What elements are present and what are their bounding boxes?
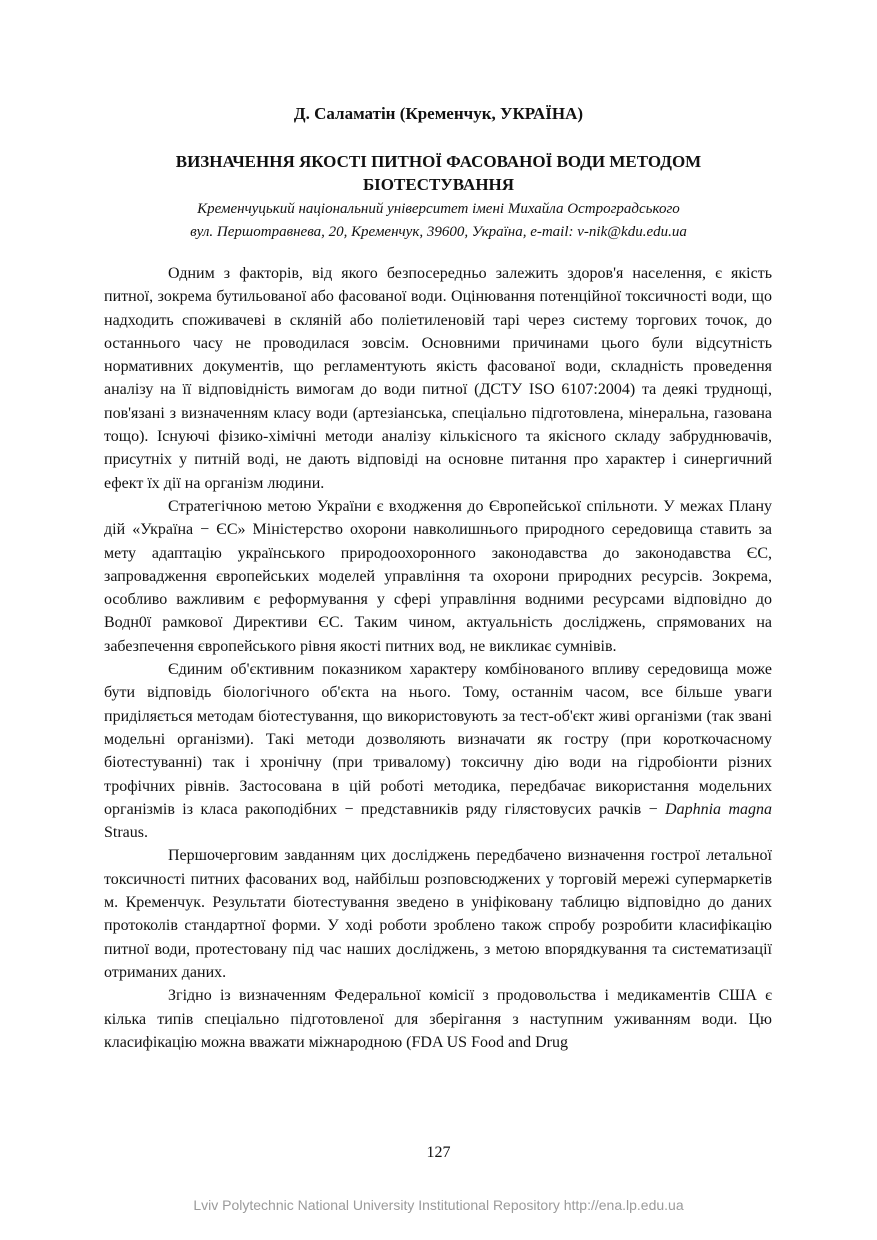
paper-title bbox=[140, 150, 737, 196]
body-paragraph-3-text: Єдиним об'єктивним показником характеру комбінованого впливу середовища може бути відповідь біологічного об'єкта на нього. Тому, останнім часом, все більше уваги приділяється методам біотестування, що використовують за тест-об'єкт живі організми (так звані модельні організми). Такі методи дозволяють визначати як гостру (при короткочасному біотестуванні) так і хронічну (при тривалому) токсичну дію води на гідробіонти різних трофічних рівнів. Застосована в цій роботі методика, передбачає використання модельних організмів із класа ракоподібних − представників ряду гілястовусих рачків − bbox=[104, 661, 772, 818]
body-paragraph-2: Стратегічною метою України є входження до Європейської спільноти. У межах Плану дій «Україна − ЄС» Міністерство охорони навколишнього природного середовища ставить за мету адаптацію українського природоохоронного законодавства до законодавства ЄС, запровадження європейських моделей управління та охорони природних ресурсів. Зокрема, особливо важливим є реформування у сфері управління водними ресурсами відповідно до Водн0ї рамкової Директиви ЄС. Таким чином, актуальність досліджень, спрямованих на забезпечення європейського рівня якості питних вод, не викликає сумнівів. bbox=[104, 497, 772, 655]
paper-title-line-1: ВИЗНАЧЕННЯ ЯКОСТІ ПИТНОЇ ФАСОВАНОЇ ВОДИ МЕТОДОМ bbox=[175, 152, 702, 171]
body-paragraph-1: Одним з факторів, від якого безпосередньо залежить здоров'я населення, є якість питної, зокрема бутильованої або фасованої води. Оцінювання потенційної токсичності води, що надходить споживачеві в скляній або поліетиленовій тарі через систему торгових точок, до останнього часу не проводилася зовсім. Основними причинами цього були відсутність нормативних документів, що регламентують якість фасованої води, складність проведення аналізу на її відповідність вимогам до води питної (ДСТУ ISO 6107:2004) та деякі труднощі, пов'язані з визначенням класу води (артезіанська, спеціально підготовлена, мінеральна, газована тощо). Існуючі фізико-хімічні методи аналізу кількісного та якісного складу забруднювачів, присутніх у питній воді, не дають відповіді на основне питання про характер і синергичний ефект їх дії на організм людини. bbox=[104, 265, 772, 492]
page-number: 127 bbox=[426, 1144, 451, 1161]
affiliation bbox=[0, 198, 877, 244]
body-paragraph-3 bbox=[104, 658, 772, 844]
paper-title-line-2: БІОТЕСТУВАННЯ bbox=[362, 175, 515, 194]
author-line: Д. Саламатін (Кременчук, УКРАЇНА) bbox=[293, 104, 584, 123]
affiliation-institution: Кременчуцький національний університет імені Михайла Остроградського bbox=[197, 201, 680, 217]
species-authority: Straus. bbox=[104, 824, 148, 842]
species-name: Daphnia magna bbox=[665, 800, 772, 818]
paper-body bbox=[104, 262, 772, 1054]
repository-footer: Lviv Polytechnic National University Institutional Repository http://ena.lp.edu.ua bbox=[193, 1197, 684, 1213]
body-paragraph-5: Згідно із визначенням Федеральної комісії з продовольства і медикаментів США є кілька типів спеціально підготовленої для зберігання з наступним уживанням води. Цю класифікацію можна вважати міжнародною (FDA US Food and Drug bbox=[104, 987, 772, 1051]
affiliation-address: вул. Першотравнева, 20, Кременчук, 39600, Україна, e-mail: v-nik@kdu.edu.ua bbox=[190, 224, 687, 240]
body-paragraph-4: Першочерговим завданням цих досліджень передбачено визначення гострої летальної токсичності питних фасованих вод, найбільш розповсюджених у торговій мережі супермаркетів м. Кременчук. Результати біотестування зведено в уніфіковану таблицю відповідно до даних протоколів стандартної форми. У ході роботи зроблено також спробу розробити класифікацію питної води, протестовану під час наших досліджень, з метою впорядкування та систематизації отриманих даних. bbox=[104, 847, 772, 981]
